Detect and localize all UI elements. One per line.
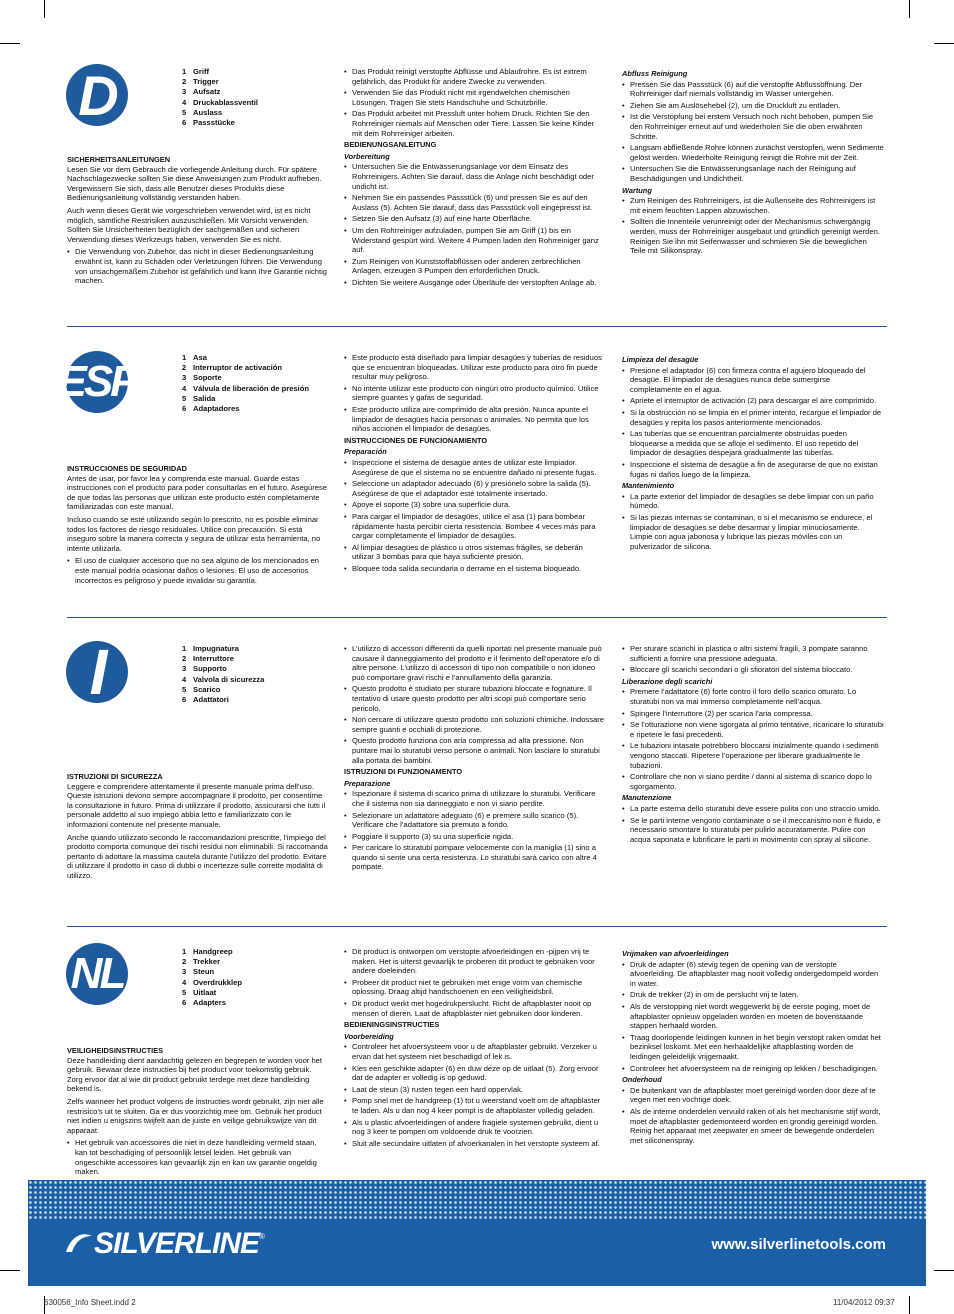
silverline-logo xyxy=(62,1228,265,1260)
maintenance-title: Wartung xyxy=(622,185,652,195)
part-label: Steun xyxy=(193,967,215,977)
clearing-title: Vrijmaken van afvoerleidingen xyxy=(622,949,729,958)
bullet-item: • Als de interne onderdelen vervuild raken of als het mechanisme stijf wordt, moet de aftapblaster gedemonteerd worden en grondig gereinigd worden. Reinig het apparaat met zeepwater en smeer de bewegende onderdelen met siliconenspray. xyxy=(622,1107,884,1145)
bullet-item: • Das Produkt arbeitet mit Pressluft unter hohem Druck. Richten Sie den Rohrreiniger niemals auf Menschen oder Tiere. Lassen Sie keine Kinder mit dem Rohrreiniger arbeiten. xyxy=(344,109,606,138)
part-label: Supporto xyxy=(193,664,227,674)
bullet-item: • Per sturare scarichi in plastica o altri sistemi fragili, 3 pompate saranno sufficienti a fornire una pressione adeguata. xyxy=(622,644,884,663)
part-label: Auslass xyxy=(193,107,223,117)
bullet-item: • Ispezionare il sistema di scarico prima di utilizzare lo sturatubi. Verificare che il sistema non sia danneggiato e non vi siano perdite. xyxy=(344,789,606,808)
crop-mark xyxy=(44,0,45,18)
preparation-bullets xyxy=(344,458,606,574)
bullet-item: • L’utilizzo di accessori differenti da quelli riportati nel presente manuale può causare il danneggiamento del prodotto e il ferimento dell’operatore e/o di altre persone. L’utilizzo di accessori di tipo non compatibile o non idoneo può comportare gravi rischi e l’annullamento della garanzia. xyxy=(344,644,606,682)
part-item xyxy=(182,98,258,108)
footer-bar xyxy=(28,1180,926,1286)
brand-swoosh-icon xyxy=(62,1230,94,1258)
part-number: 1 xyxy=(182,644,187,653)
bullet-item: • Ziehen Sie am Auslösehebel (2), um die Druckluft zu entladen. xyxy=(622,101,884,111)
language-badge-nl: NL xyxy=(66,943,128,1005)
bullet-item: • Als u plastic afvoerleidingen of andere fragiele systemen gebruikt, dient u nog 3 keer te pompen om voldoende druk te voorzien. xyxy=(344,1118,606,1137)
part-number: 6 xyxy=(182,404,187,414)
parts-list-i xyxy=(182,644,264,705)
bullet-item: • Bloquee toda salida secundaria o derrame en el sistema bloqueado. xyxy=(344,564,606,574)
safety-title: ISTRUZIONI DI SICUREZZA xyxy=(67,772,163,781)
bullet-item: • La parte esterna dello sturatubi deve essere pulita con uno straccio umido. xyxy=(622,804,884,814)
bullet-item: • Inspeccione el sistema de desagüe a fin de asegurarse de que no existan fugas ni daños luego de la limpieza. xyxy=(622,460,884,479)
operation-title: BEDIENINGSINSTRUCTIES xyxy=(344,1020,440,1030)
bullet-item: • Se l’otturazione non viene sgorgata al primo tentative, ricaricare lo sturatubi e ripetere le fasi precedenti. xyxy=(622,720,884,739)
part-item xyxy=(182,685,264,695)
preparation-bullets xyxy=(344,162,606,287)
part-number: 5 xyxy=(182,987,187,997)
part-number: 4 xyxy=(182,383,187,393)
bullet-item: • Druk de trekker (2) in om de perslucht vrij te laten. xyxy=(622,990,884,1000)
crop-mark xyxy=(934,1270,954,1271)
maintenance-title: Manutenzione xyxy=(622,793,672,803)
bullet-item: • Untersuchen Sie die Entwässerungsanlage nach der Reinigung auf Beschädigungen und Undichtheit. xyxy=(622,164,884,183)
language-badge-esp: ESP xyxy=(66,351,128,413)
operation-column-d xyxy=(344,67,606,289)
operation-title: BEDIENUNGSANLEITUNG xyxy=(344,140,437,150)
part-item xyxy=(182,967,242,977)
safety-paragraph: Antes de usar, por favor lea y comprenda este manual. Guarde estas instrucciones con el producto para poder consultarlas en el futuro. Asegúrese de que todas las personas que utilizan este producto estén completamente familiarizadas con este manual. xyxy=(67,473,328,512)
bullet-item: • Laat de steun (3) rusten tegen een hard oppervlak. xyxy=(344,1085,606,1095)
part-item xyxy=(182,654,264,664)
part-label: Griff xyxy=(193,67,210,76)
part-item xyxy=(182,108,258,118)
part-label: Válvula de liberación de presión xyxy=(193,383,310,393)
part-number: 3 xyxy=(182,87,187,97)
general-bullets xyxy=(344,644,606,765)
safety-title: INSTRUCCIONES DE SEGURIDAD xyxy=(67,464,187,473)
bullet-item: • Traag doorlopende leidingen kunnen in het begin verstopt raken omdat het bezinksel loskomt. Met een herhaaldelijke aftapblasting worden de leidingen geleidelijk vrijgemaakt. xyxy=(622,1033,884,1062)
bullet-item: • Bloccare gli scarichi secondari o gli sfioratori del sistema bloccato. xyxy=(622,665,884,675)
maintenance-bullets xyxy=(622,196,884,256)
part-item xyxy=(182,67,258,77)
part-item xyxy=(182,373,309,383)
crop-mark xyxy=(0,1270,20,1271)
bullet-item: • Controleer het afvoersysteem na de reiniging op lekken / beschadigingen. xyxy=(622,1064,884,1074)
part-number: 4 xyxy=(182,977,187,987)
part-label: Scarico xyxy=(193,684,221,694)
parts-list-esp xyxy=(182,353,309,414)
safety-bullets xyxy=(67,1138,329,1176)
part-item xyxy=(182,77,258,87)
part-label: Trekker xyxy=(193,957,221,967)
part-label: Aufsatz xyxy=(193,87,221,97)
part-number: 4 xyxy=(182,674,187,684)
part-number: 1 xyxy=(182,353,187,362)
bullet-item: • Seleccione un adaptador adecuado (6) y presiónelo sobre la salida (5). Asegúrese de que el adaptador esté totalmente insertado. xyxy=(344,479,606,498)
part-item xyxy=(182,695,264,705)
part-number: 5 xyxy=(182,393,187,403)
general-bullets xyxy=(344,67,606,138)
crop-mark xyxy=(0,43,20,44)
operation-title: ISTRUZIONI DI FUNZIONAMENTO xyxy=(344,767,463,777)
general-bullets xyxy=(344,353,606,434)
part-item xyxy=(182,947,242,957)
dot-pattern xyxy=(28,1180,926,1220)
part-item xyxy=(182,353,309,363)
clearing-title: Abfluss Reinigung xyxy=(622,69,688,78)
bullet-item: • Poggiare il supporto (3) su una superficie rigida. xyxy=(344,832,606,842)
bullet-item: • Apoye el soporte (3) sobre una superficie dura. xyxy=(344,500,606,510)
part-label: Impugnatura xyxy=(193,644,239,653)
bullet-item: • Nehmen Sie ein passendes Passstück (6) und pressen Sie es auf den Auslass (5). Achten Sie darauf, dass das Passstück voll eingepresst ist. xyxy=(344,193,606,212)
part-label: Adaptadores xyxy=(193,404,240,414)
safety-paragraph: Deze handleiding dient aandachtig gelezen en begrepen te worden voor het gebruik. Bewaar deze instructies bij het product voor toekomstig gebruik. Zorg ervoor dat al wie dit product gebruikt terdege met deze handleiding bekend is. xyxy=(67,1055,323,1094)
safety-title: VEILIGHEIDSINSTRUCTIES xyxy=(67,1046,164,1055)
part-label: Overdrukklep xyxy=(193,977,242,987)
part-label: Adattatori xyxy=(193,695,229,705)
bullet-item: • Questo prodotto funziona con aria compressa ad alta pressione. Non puntare mai lo sturatubi verso persone o animali. Non lasciare lo sturatubi alla portata dei bambini. xyxy=(344,736,606,765)
bullet-item: • Dichten Sie weitere Ausgänge oder Überläufe der verstopften Anlage ab. xyxy=(344,278,606,288)
safety-paragraph: Incluso cuando se esté utilizando según lo prescrito, no es posible eliminar todos los factores de riesgo residuales. Utilice con precaución. Si está inseguro sobre la manera correcta y segura de utilizar esta herramienta, no intente utilizarla. xyxy=(67,514,321,553)
bullet-item: • No intente utilizar este producto con ningún otro producto químico. Utilice siempre guantes y gafas de seguridad. xyxy=(344,384,606,403)
parts-list-d xyxy=(182,67,258,128)
print-slug-file: 630056_Info Sheet.indd 2 xyxy=(44,1298,136,1307)
part-label: Soporte xyxy=(193,373,222,383)
general-bullets xyxy=(344,947,606,1018)
safety-bullets xyxy=(67,556,329,585)
bullet-item: • Verwenden Sie das Produkt nicht mit irgendwelchen chemischen Lösungen. Tragen Sie stets Handschuhe und Schutzbrille. xyxy=(344,88,606,107)
bullet-item: • Spingere l’interruttore (2) per scarica l’aria compressa. xyxy=(622,709,884,719)
preparation-bullets-continued xyxy=(622,644,884,675)
part-item xyxy=(182,394,309,404)
bullet-item: • Kies een geschikte adapter (6) en duw deze op de uitlaat (5). Zorg ervoor dat de adapter er volledig is op geduwd. xyxy=(344,1064,606,1083)
crop-mark xyxy=(909,0,910,18)
part-number: 2 xyxy=(182,957,187,967)
safety-instructions-esp xyxy=(67,464,329,587)
part-number: 2 xyxy=(182,77,187,87)
crop-mark xyxy=(934,43,954,44)
part-item xyxy=(182,384,309,394)
part-label: Trigger xyxy=(193,77,219,87)
bullet-item: • Dit product is ontworpen om verstopte afvoerleidingen en -pijpen vrij te maken. Het is uiterst gevaarlijk te proberen dit product te gebruiken voor andere doeleinden. xyxy=(344,947,606,976)
part-number: 6 xyxy=(182,118,187,128)
part-number: 2 xyxy=(182,363,187,373)
part-item xyxy=(182,998,242,1008)
preparation-title: Vorbereitung xyxy=(344,151,390,161)
part-number: 4 xyxy=(182,97,187,107)
part-label: Uitlaat xyxy=(193,987,217,997)
preparation-title: Voorbereiding xyxy=(344,1031,394,1041)
clearing-column-d xyxy=(622,67,884,258)
part-label: Salida xyxy=(193,393,216,403)
bullet-item: • De buitenkant van de aftapblaster moet gereinigd worden door deze af te vegen met een vochtige doek. xyxy=(622,1086,884,1105)
bullet-item: • Inspeccione el sistema de desagüe antes de utilizar este limpiador. Asegúrese de que el sistema no se encuentre dañado ni presente fugas. xyxy=(344,458,606,477)
safety-instructions-i xyxy=(67,772,329,884)
bullet-item: • Um den Rohrreiniger aufzuladen, pumpen Sie am Griff (1) bis ein Widerstand gespürt wird. Weitere 4 Pumpen laden den Rohrreiniger ganz auf. xyxy=(344,226,606,255)
part-label: Interruttore xyxy=(193,654,234,664)
part-item xyxy=(182,957,242,967)
bullet-item: • Untersuchen Sie die Entwässerungsanlage vor dem Einsatz des Rohrreinigers. Achten Sie darauf, dass die Anlage nicht beschädigt oder undicht ist. xyxy=(344,162,606,191)
part-label: Valvola di sicurezza xyxy=(193,674,265,684)
clearing-title: Liberazione degli scarichi xyxy=(622,676,713,686)
bullet-item: • Para cargar el limpiador de desagües, utilice el asa (1) para bombear rápidamente hasta percibir cierta resistencia. Bombee 4 veces más para cargar completamente el limpiador de desagües. xyxy=(344,512,606,541)
part-item xyxy=(182,404,309,414)
part-number: 1 xyxy=(182,67,187,76)
preparation-bullets xyxy=(344,789,606,872)
bullet-item: • Las tuberías que se encuentran parcialmente obstruidas pueden bloquearse a medida que se afloje el sedimento. El uso repetido del limpiador de desagües despejará gradualmente las tuberías. xyxy=(622,429,884,458)
brand-name: SILVERLINE xyxy=(94,1227,260,1260)
language-badge-d: D xyxy=(66,64,128,126)
bullet-item: • Controleer het afvoersysteem voor u de aftapblaster gebruikt. Verzeker u ervan dat het systeem niet beschadigd of lek is. xyxy=(344,1042,606,1061)
maintenance-title: Mantenimiento xyxy=(622,481,675,491)
part-number: 5 xyxy=(182,107,187,117)
bullet-item: • Pressen Sie das Passstück (6) auf die verstopfte Abflussöffnung. Der Rohrreiniger darf niemals vollständig im Wasser untergehen. xyxy=(622,80,884,99)
bullet-item: • Setzen Sie den Aufsatz (3) auf eine harte Oberfläche. xyxy=(344,214,606,224)
part-item xyxy=(182,87,258,97)
bullet-item: • Zum Reinigen des Rohrreinigers, ist die Außenseite des Rohrreinigers ist mit einem feuchten Lappen abzuwischen. xyxy=(622,196,884,215)
part-label: Adapters xyxy=(193,998,226,1008)
operation-column-esp xyxy=(344,353,606,575)
crop-mark xyxy=(909,1296,910,1314)
bullet-item: • Este producto está diseñado para limpiar desagües y tuberías de residuos que se encuentran bloqueadas. Utilizar este producto para otro fin puede resultar muy peligroso. xyxy=(344,353,606,382)
part-item xyxy=(182,118,258,128)
part-number: 3 xyxy=(182,373,187,383)
clearing-column-nl xyxy=(622,947,884,1147)
operation-column-nl xyxy=(344,947,606,1150)
language-badge-i: I xyxy=(66,641,128,703)
bullet-item: • Als de verstopping niet wordt weggewerkt bij de eerste poging, moet de aftapblaster opnieuw opgeladen worden en moeten de bovenstaande stappen herhaald worden. xyxy=(622,1002,884,1031)
bullet-item: • Presione el adaptador (6) con firmeza contra el agujero bloqueado del desagüe. El limpiador de desagües nunca debe sumergirse completamente en el agua. xyxy=(622,366,884,395)
part-label: Druckablassventil xyxy=(193,97,258,107)
parts-list-nl xyxy=(182,947,242,1008)
preparation-bullets xyxy=(344,1042,606,1148)
bullet-item: • Langsam abfließende Rohre können zunächst verstopfen, wenn Sedimente gelöst werden. Wiederholte Reinigung reinigt die Rohre mit der Zeit. xyxy=(622,143,884,162)
part-item xyxy=(182,988,242,998)
bullet-item: • Sluit alle secundaire uitlaten of afvoerkanalen in het verstopte systeem af. xyxy=(344,1139,606,1149)
bullet-item: • El uso de cualquier accesorio que no sea alguno de los mencionados en este manual podría ocasionar daños o lesiones. El uso de accesorios incorrectos es peligroso y puede invalidar su garantía. xyxy=(67,556,329,585)
clearing-bullets xyxy=(622,366,884,480)
maintenance-bullets xyxy=(622,804,884,844)
bullet-item: • Premere l’adattatore (6) forte contro il foro dello scarico otturato. Lo sturatubi non va mai immerso completamente nell’acqua. xyxy=(622,687,884,706)
registered-mark: ® xyxy=(259,1232,265,1241)
operation-column-i xyxy=(344,644,606,874)
operation-title: INSTRUCCIONES DE FUNCIONAMIENTO xyxy=(344,435,488,445)
safety-title: SICHERHEITSANLEITUNGEN xyxy=(67,155,171,164)
bullet-item: • Selezionare un adattatore adeguato (6) e premere sullo scarico (5). Verificare che l’adattatore sia premuto a fondo. xyxy=(344,811,606,830)
maintenance-bullets xyxy=(622,1086,884,1146)
bullet-item: • Die Verwendung von Zubehör, das nicht in dieser Bedienungsanleitung erwähnt ist, kann zu Schäden oder Verletzungen führen. Die Verwendung von unsachgemäßem Zubehör ist gefährlich und kann Ihre Garantie nichtig machen. xyxy=(67,247,329,285)
part-item xyxy=(182,664,264,674)
bullet-item: • Das Produkt reinigt verstopfte Abflüsse und Ablaufrohre. Es ist extrem gefährlich, das Produkt für andere Zwecke zu verwenden. xyxy=(344,67,606,86)
clearing-bullets xyxy=(622,960,884,1074)
part-label: Asa xyxy=(193,353,207,362)
maintenance-title: Onderhoud xyxy=(622,1075,662,1085)
safety-instructions-d xyxy=(67,155,329,288)
bullet-item: • Si las piezas internas se contaminan, o si el mecanismo se endurece, el limpiador de desagües se debe desarmar y limpiar minuciosamente. Limpie con agua jabonosa y lubrique las piezas móviles con un pulverizador de silicona. xyxy=(622,513,884,551)
bullet-item: • Per caricare lo sturatubi pompare velocemente con la maniglia (1) sino a quando si sente una certa resistenza. Lo sturatubi sarà carico con altre 4 pompate. xyxy=(344,843,606,872)
part-number: 1 xyxy=(182,947,187,956)
section-divider xyxy=(67,617,887,618)
bullet-item: • Se le parti interne vengono contaminate o se il meccanismo non è fluido, è necessario smontare lo sturatubi per pulirlo accuratamente. Pulire con acqua saponata e lubrificare le parti in movimento con spray al silicone. xyxy=(622,816,884,845)
bullet-item: • Non cercare di utilizzare questo prodotto con soluzioni chimiche. Indossare sempre guanti e occhiali di protezione. xyxy=(344,715,606,734)
part-label: Interruptor de activación xyxy=(193,363,283,373)
clearing-title: Limpieza del desagüe xyxy=(622,355,699,364)
part-number: 2 xyxy=(182,654,187,664)
bullet-item: • Het gebruik van accessoires die niet in deze handleiding vermeld staan, kan tot beschadiging of persoonlijk letsel leiden. Het gebruik van ongeschikte accessoires kan gevaarlijk zijn en kan uw garantie ongeldig maken. xyxy=(67,1138,329,1176)
part-number: 6 xyxy=(182,998,187,1008)
section-divider xyxy=(67,926,887,927)
safety-instructions-nl xyxy=(67,1046,329,1179)
section-divider xyxy=(67,326,887,327)
part-label: Handgreep xyxy=(193,947,233,956)
bullet-item: • Ist die Verstopfung bei erstem Versuch noch nicht behoben, pumpen Sie den Rohrreiniger erneut auf und wiederholen Sie die oben erwähnten Schritte. xyxy=(622,112,884,141)
bullet-item: • Controllare che non vi siano perdite / danni al sistema di scarico dopo lo sgorgamento. xyxy=(622,772,884,791)
part-number: 6 xyxy=(182,695,187,705)
part-item xyxy=(182,644,264,654)
safety-paragraph: Anche quando utilizzato secondo le raccomandazioni prescritte, l’impiego del prodotto comporta comunque dei rischi residui non eliminabili. Si raccomanda pertanto di adottare la massima cautela durante l’utilizzo del prodotto. Evitare di utilizzare il prodotto in caso di dubbi o incertezze sulle corrette modalità di utilizzo. xyxy=(67,832,328,880)
clearing-column-esp xyxy=(622,353,884,553)
print-slug-date: 11/04/2012 09:37 xyxy=(833,1298,895,1307)
website-url[interactable]: www.silverlinetools.com xyxy=(711,1236,886,1253)
part-label: Passstücke xyxy=(193,118,235,128)
preparation-title: Preparación xyxy=(344,447,387,457)
clearing-bullets xyxy=(622,687,884,791)
part-item xyxy=(182,363,309,373)
bullet-item: • Questo prodotto è studiato per sturare tubazioni bloccate e fognature. Il tentativo di usare questo prodotto per altri scopi può comportare serio pericolo. xyxy=(344,684,606,713)
safety-paragraph: Auch wenn dieses Gerät wie vorgeschrieben verwendet wird, ist es nicht möglich, sämtliche Restrisiken auszuschließen. Mit Vorsicht verwenden. Sollten Sie Unsicherheiten bezüglich der sachgemäßen und sicheren Verwendung dieses Werkzeugs haben, verwenden Sie es nicht. xyxy=(67,205,311,244)
part-item xyxy=(182,978,242,988)
safety-paragraph: Leggere e comprendere attentamente il presente manuale prima dell’uso. Queste istruzioni devono sempre accompagnare il prodotto, per consentirne la consultazione in futuro. Prima di utilizzare il prodotto, assicurarsi che tutti il personale addetto al suo impiego abbia letto e familiarizzato con le informazioni contenute nel presente manuale. xyxy=(67,781,326,829)
bullet-item: • Al limpiar desagües de plástico u otros sistemas frágiles, se deberán utilizar 3 bombas para que haya suficiente presión. xyxy=(344,543,606,562)
bullet-item: • Si la obstrucción no se limpia en el primer intento, recargue el limpiador de desagües y repita los pasos anteriormente mencionados. xyxy=(622,408,884,427)
part-item xyxy=(182,675,264,685)
clearing-bullets xyxy=(622,80,884,184)
bullet-item: • Este producto utiliza aire comprimido de alta presión. Nunca apunte el limpiador de desagües hacia personas o animales. No permita que los niños accionen el limpiador de desagües. xyxy=(344,405,606,434)
bullet-item: • Sollten die Innenteile verunreinigt oder der Mechanismus schwergängig werden, muss der Rohrreiniger ausgebaut und gründlich gereinigt werden. Reinigen Sie ihn mit Seifenwasser und schmieren Sie die beweglichen Teile mit Silikonspray. xyxy=(622,217,884,255)
part-number: 3 xyxy=(182,664,187,674)
safety-paragraph: Zelfs wanneer het product volgens de instructies wordt gebruikt, zijn niet alle restrisico’s uit te sluiten. Ga er dus voorzichtig mee om. Gebruik het product niet indien u enigszins twijfelt aan de juiste en veilige gebruikswijze van dit apparaat. xyxy=(67,1096,324,1135)
bullet-item: • Probeer dit product niet te gebruiken met enige vorm van chemische oplossing. Draag altijd handschoenen en een veiligheidsbril. xyxy=(344,978,606,997)
bullet-item: • Le tubazioni intasate potrebbero bloccarsi inizialmente quando i sedimenti vengono staccati. Ripetere l’operazione per liberare gradualmente le tubazioni. xyxy=(622,741,884,770)
safety-paragraph: Lesen Sie vor dem Gebrauch die vorliegende Anleitung durch. Für spätere Nachschlagezwecke sollten Sie diese Anweisungen zum Produkt aufheben. Vergewissern Sie sich, dass alle Benutzer dieses Produkts diese Bedienungsanleitung vollständig verstanden haben. xyxy=(67,164,322,203)
preparation-title: Preparazione xyxy=(344,778,391,788)
clearing-column-i xyxy=(622,644,884,846)
safety-bullets xyxy=(67,247,329,285)
bullet-item: • Druk de adapter (6) stevig tegen de opening van de verstopte afvoerleiding. De aftapblaster mag nooit volledig ondergedompeld worden in water. xyxy=(622,960,884,989)
bullet-item: • Pomp snel met de handgreep (1) tot u weerstand voelt om de aftapblaster te laden. Als u dan nog 4 keer pompt is de aftapblaster volledig geladen. xyxy=(344,1096,606,1115)
bullet-item: • La parte exterior del limpiador de desagües se debe limpiar con un paño húmedo. xyxy=(622,492,884,511)
part-number: 5 xyxy=(182,684,187,694)
part-number: 3 xyxy=(182,967,187,977)
maintenance-bullets xyxy=(622,492,884,552)
bullet-item: • Zum Reinigen von Kunststoffabflüssen oder anderen zerbrechlichen Anlagen, erzeugen 3 Pumpen den erforderlichen Druck. xyxy=(344,257,606,276)
bullet-item: • Apriete el interruptor de activación (2) para descargar el aire comprimido. xyxy=(622,396,884,406)
bullet-item: • Dit product werkt met hogedrukperslucht. Richt de aftapblaster nooit op mensen of dieren. Laat de aftapblaster niet gebruiken door kinderen. xyxy=(344,999,606,1018)
